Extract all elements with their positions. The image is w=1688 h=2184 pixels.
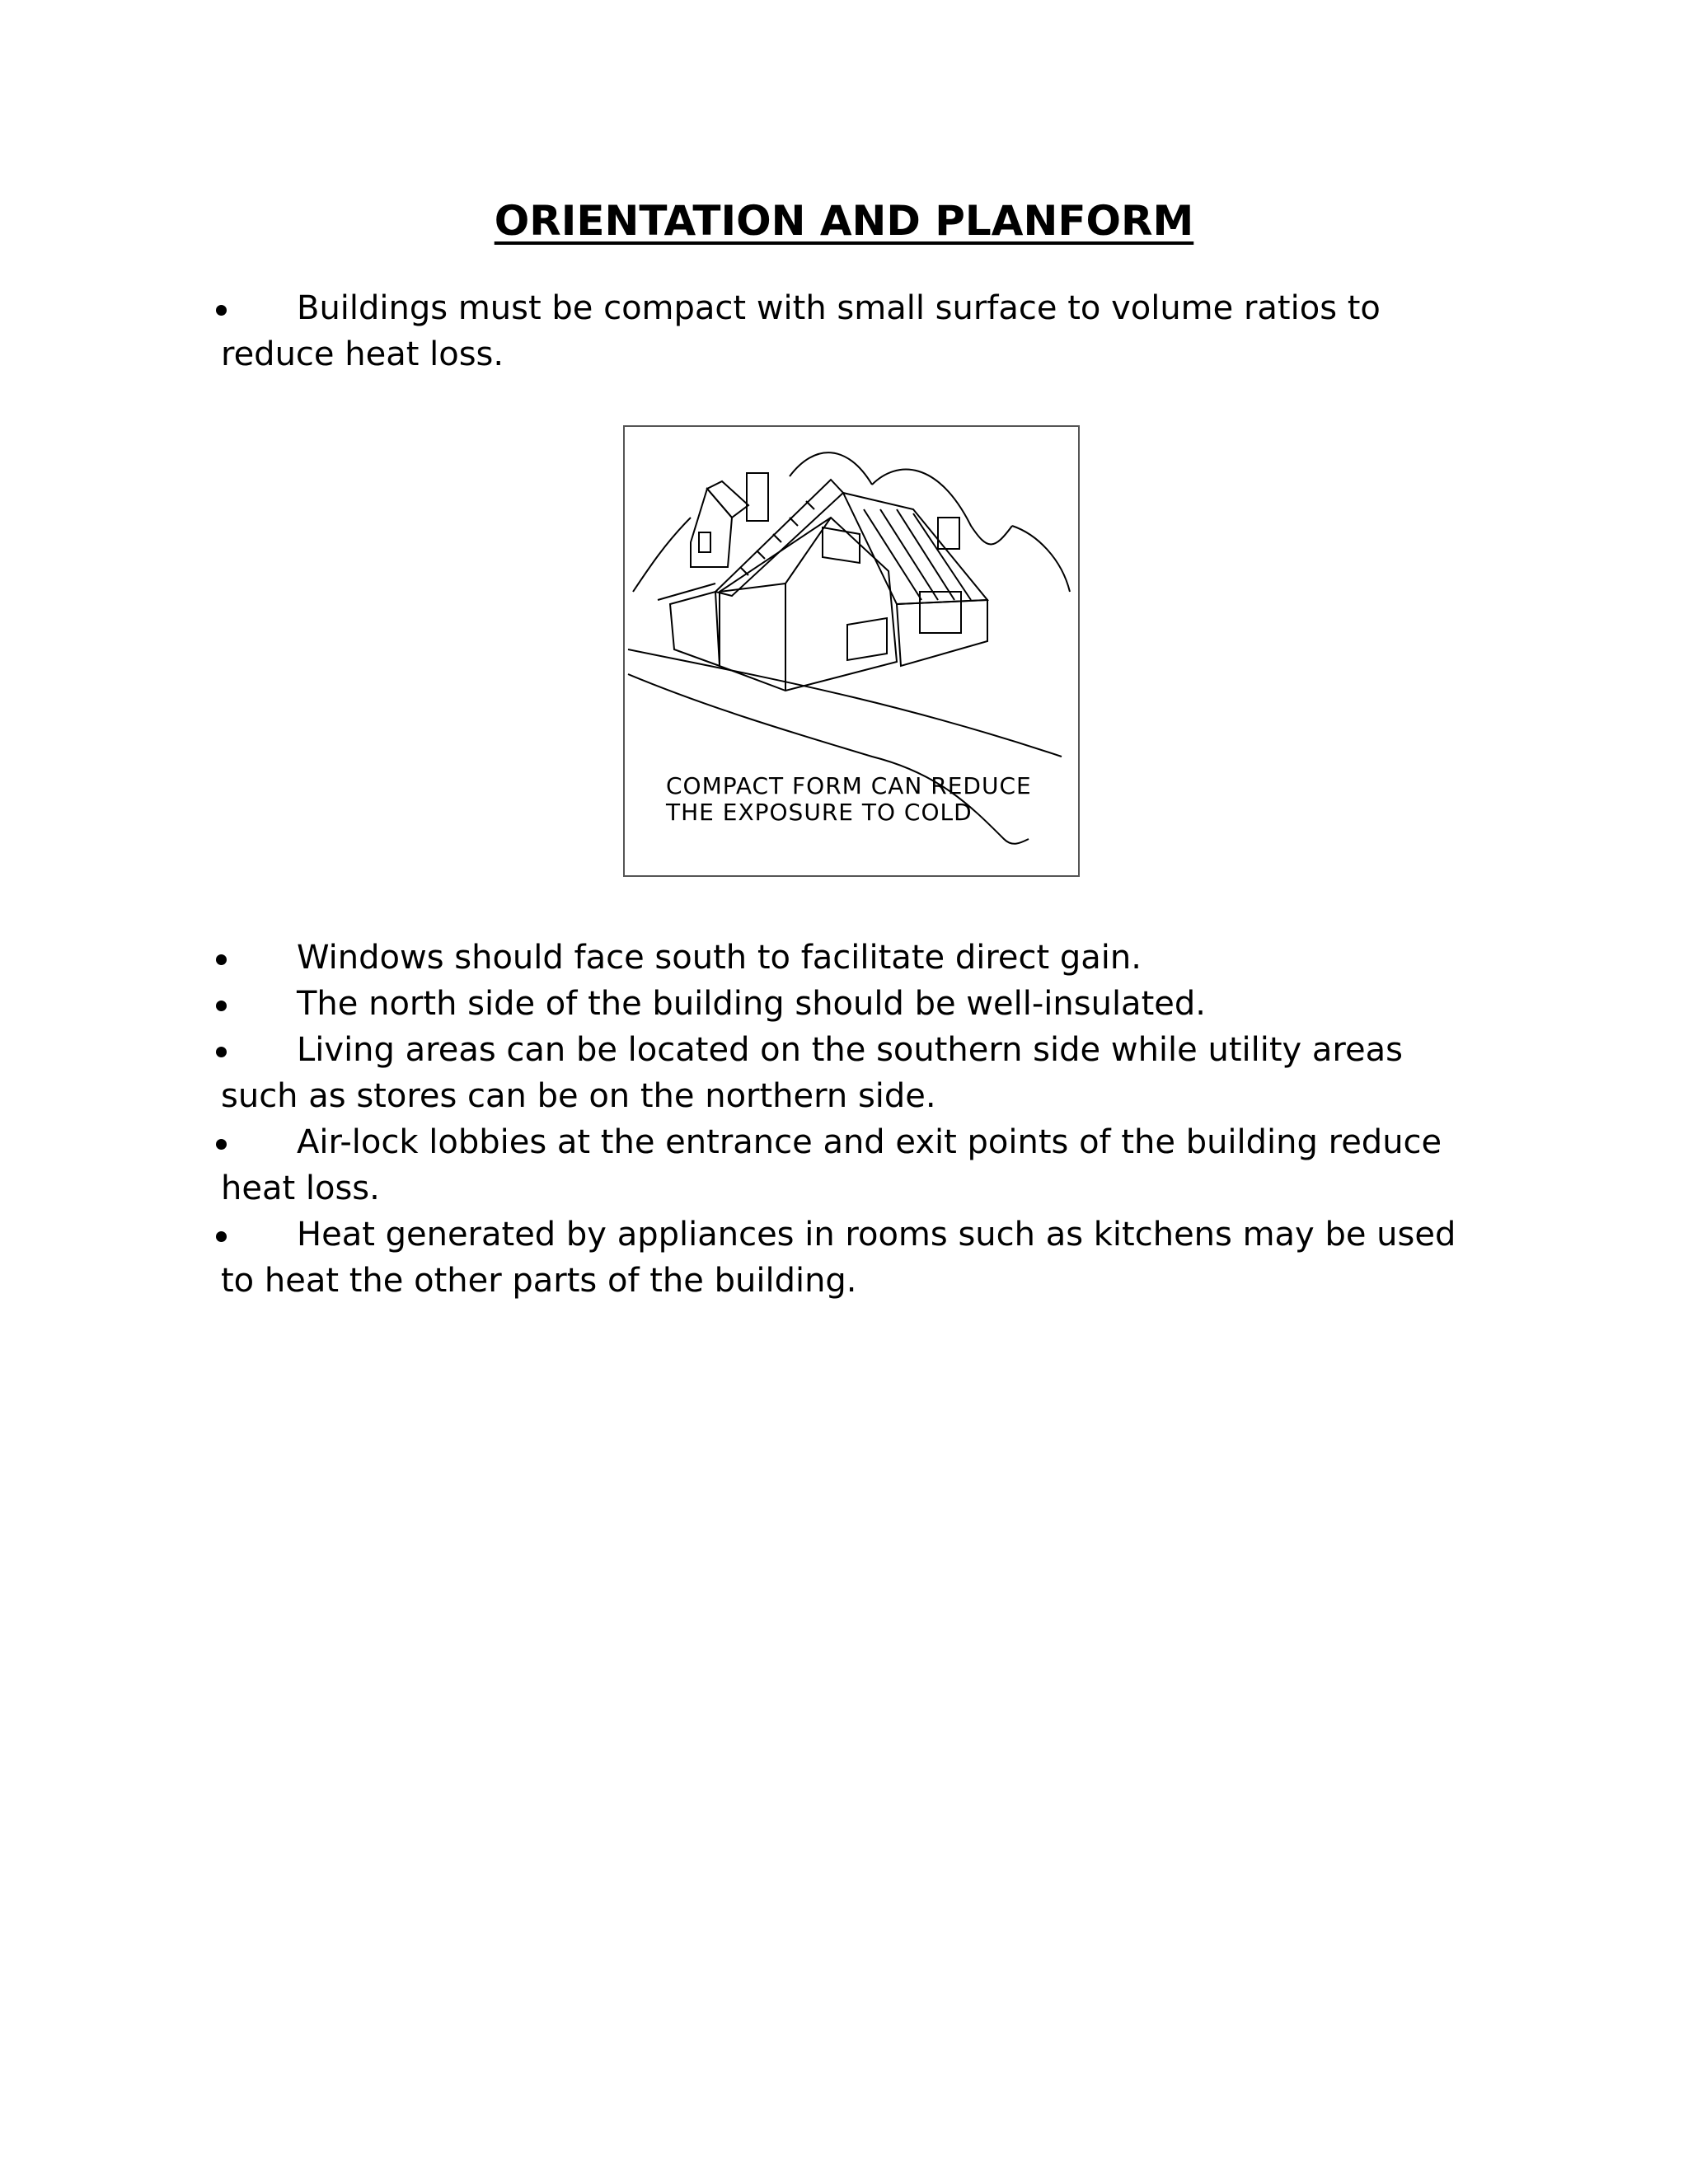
bullet-text: Buildings must be compact with small surface to volume ratios to reduce heat loss.	[221, 289, 1381, 373]
bullet-text: Heat generated by appliances in rooms such as kitchens may be used to heat the other parts of the building.	[221, 1216, 1456, 1300]
bullet-item	[221, 1212, 1474, 1304]
bullet-item	[221, 1119, 1474, 1212]
page-title	[0, 194, 1688, 247]
bullet-text: The north side of the building should be well-insulated.	[297, 985, 1206, 1023]
bullet-list-bottom	[221, 935, 1474, 1304]
bullet-item	[221, 285, 1474, 377]
figure-caption	[666, 773, 1032, 826]
bullet-item	[221, 935, 1474, 981]
caption-line-2: THE EXPOSURE TO COLD	[666, 799, 973, 826]
bullet-icon	[216, 1231, 227, 1242]
bullet-list-top	[221, 285, 1474, 377]
bullet-icon	[216, 1001, 227, 1011]
bullet-item	[221, 981, 1474, 1027]
bullet-icon	[216, 1047, 227, 1057]
page-title-text: ORIENTATION AND PLANFORM	[494, 197, 1194, 245]
bullet-icon	[216, 1139, 227, 1150]
bullet-text: Living areas can be located on the southern side while utility areas such as stores can be on the northern side.	[221, 1031, 1403, 1115]
bullet-text: Air-lock lobbies at the entrance and exit points of the building reduce heat loss.	[221, 1123, 1442, 1207]
compact-house-illustration	[623, 425, 1080, 877]
bullet-icon	[216, 954, 227, 965]
caption-line-1: COMPACT FORM CAN REDUCE	[666, 772, 1032, 799]
bullet-icon	[216, 305, 227, 316]
bullet-text: Windows should face south to facilitate direct gain.	[297, 939, 1142, 977]
bullet-item	[221, 1027, 1474, 1119]
